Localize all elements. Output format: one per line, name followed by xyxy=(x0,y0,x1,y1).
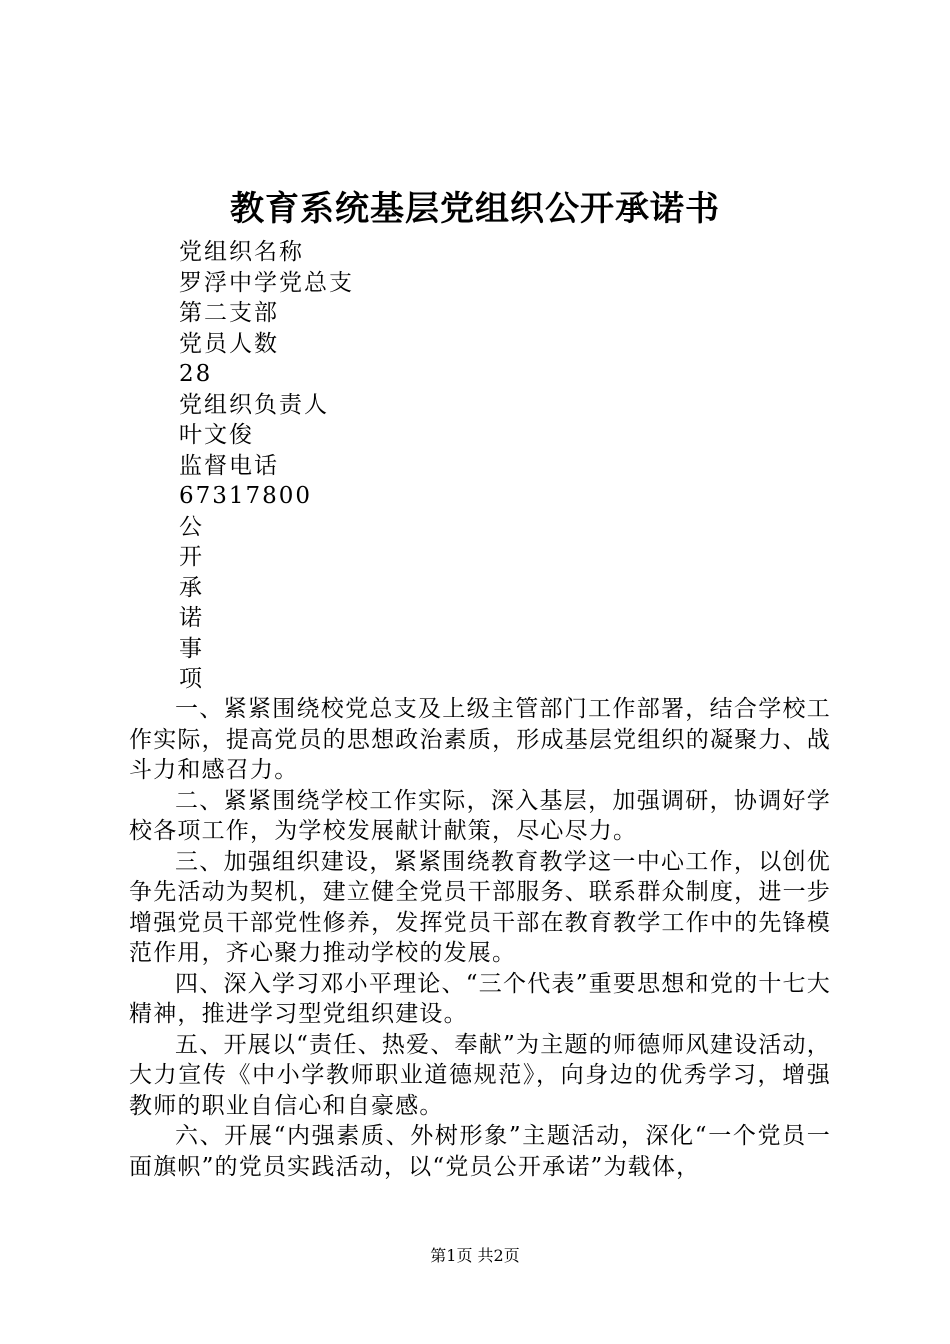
field-line: 开 xyxy=(179,544,204,570)
page-footer: 第1页 共2页 xyxy=(430,1246,520,1265)
field-line: 监督电话 xyxy=(179,452,279,479)
commitment-body xyxy=(129,694,831,1182)
commitment-paragraph: 六、开展“内强素质、外树形象”主题活动，深化“一个党员一面旗帜”的党员实践活动，以“党员公开承诺”为载体， xyxy=(129,1123,831,1180)
field-line: 事 xyxy=(179,635,204,662)
field-line: 67317800 xyxy=(179,483,313,509)
field-line: 项 xyxy=(179,666,204,692)
field-line: 28 xyxy=(179,361,213,387)
field-line: 诺 xyxy=(179,605,204,631)
field-line: 公 xyxy=(179,513,204,540)
field-line: 党员人数 xyxy=(179,330,279,357)
commitment-paragraph: 三、加强组织建设，紧紧围绕教育教学这一中心工作，以创优争先活动为契机，建立健全党员干部服务、联系群众制度，进一步增强党员干部党性修养，发挥党员干部在教育教学工作中的先锋模范作用，齐心聚力推动学校的发展。 xyxy=(129,848,831,966)
commitment-paragraph: 二、紧紧围绕学校工作实际，深入基层，加强调研，协调好学校各项工作，为学校发展献计献策，尽心尽力。 xyxy=(129,787,831,844)
field-line: 第二支部 xyxy=(179,300,279,326)
info-fields xyxy=(179,237,354,695)
document-title: 教育系统基层党组织公开承诺书 xyxy=(230,189,720,229)
field-line: 叶文俊 xyxy=(179,422,254,448)
commitment-paragraph: 一、紧紧围绕校党总支及上级主管部门工作部署，结合学校工作实际，提高党员的思想政治素质，形成基层党组织的凝聚力、战斗力和感召力。 xyxy=(129,696,831,783)
field-line: 党组织名称 xyxy=(179,239,304,265)
commitment-paragraph: 五、开展以“责任、热爱、奉献”为主题的师德师风建设活动，大力宣传《中小学教师职业道德规范》，向身边的优秀学习，增强教师的职业自信心和自豪感。 xyxy=(129,1031,831,1119)
field-line: 承 xyxy=(179,574,204,601)
field-line: 罗浮中学党总支 xyxy=(179,269,354,296)
commitment-paragraph: 四、深入学习邓小平理论、“三个代表”重要思想和党的十七大精神，推进学习型党组织建设。 xyxy=(129,970,831,1027)
field-line: 党组织负责人 xyxy=(179,391,329,418)
